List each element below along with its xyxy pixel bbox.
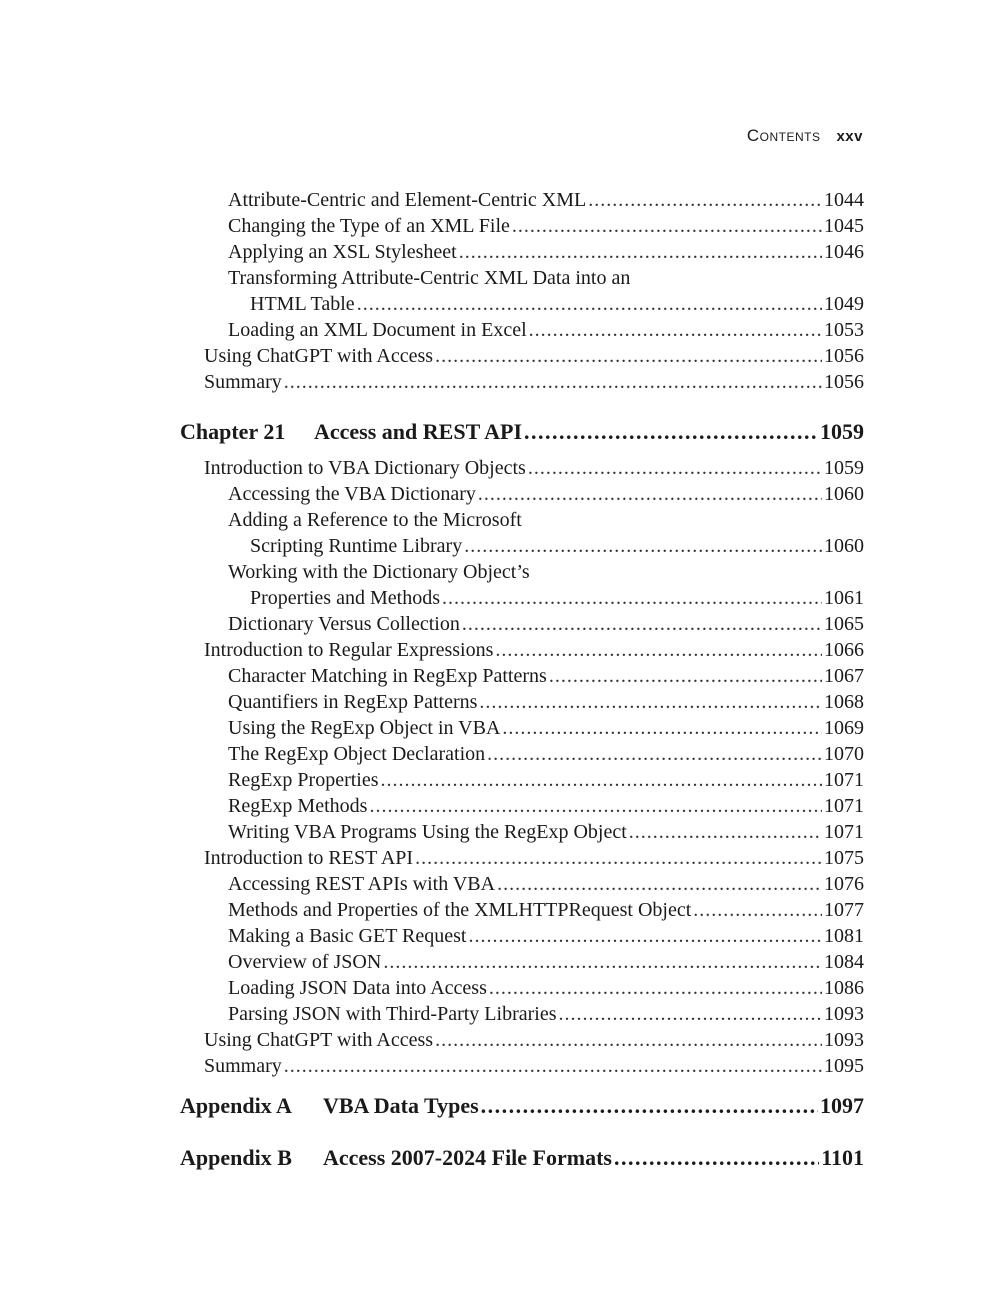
toc-section[interactable]: Introduction to REST API . . . 1075	[180, 845, 864, 871]
toc-entry[interactable]: Loading an XML Document in Excel . . . 1053	[180, 317, 864, 343]
toc-entry[interactable]: Making a Basic GET Request . . . 1081	[180, 923, 864, 949]
toc-section[interactable]: Summary . . . 1095	[180, 1053, 864, 1079]
toc-entry[interactable]: RegExp Methods . . . 1071	[180, 793, 864, 819]
toc-entry[interactable]: Quantifiers in RegExp Patterns . . . 1068	[180, 689, 864, 715]
toc-entry[interactable]: Parsing JSON with Third-Party Libraries . . . 1093	[180, 1001, 864, 1027]
toc-entry[interactable]: Properties and Methods . . . 1061	[180, 585, 864, 611]
toc-entry[interactable]: Accessing the VBA Dictionary . . . 1060	[180, 481, 864, 507]
toc-section[interactable]: Using ChatGPT with Access . . . 1093	[180, 1027, 864, 1053]
running-head-label: Contents	[746, 126, 821, 145]
toc-entry[interactable]: Dictionary Versus Collection . . . 1065	[180, 611, 864, 637]
toc-entry[interactable]: Changing the Type of an XML File . . . 1045	[180, 213, 864, 239]
appendix-b-heading[interactable]: Appendix B Access 2007-2024 File Formats . . . 1101	[180, 1143, 864, 1173]
toc-entry[interactable]: Writing VBA Programs Using the RegExp Object . . . 1071	[180, 819, 864, 845]
toc-entry-first-line[interactable]: Working with the Dictionary Object’s	[228, 561, 530, 583]
running-head	[747, 126, 863, 146]
appendix-a-heading[interactable]: Appendix A VBA Data Types . . . 1097	[180, 1091, 864, 1121]
toc-entry[interactable]: Accessing REST APIs with VBA . . . 1076	[180, 871, 864, 897]
toc-section[interactable]: Summary . . . 1056	[180, 369, 864, 395]
toc-entry[interactable]: HTML Table . . . 1049	[180, 291, 864, 317]
chapter-21-heading[interactable]: Chapter 21 Access and REST API . . . 1059	[180, 417, 864, 447]
toc-entry[interactable]: Attribute-Centric and Element-Centric XML . . . 1044	[180, 187, 864, 213]
toc-entry[interactable]: RegExp Properties . . . 1071	[180, 767, 864, 793]
toc-entry[interactable]: Applying an XSL Stylesheet . . . 1046	[180, 239, 864, 265]
toc-entry[interactable]: Overview of JSON . . . 1084	[180, 949, 864, 975]
toc-entry[interactable]: Loading JSON Data into Access . . . 1086	[180, 975, 864, 1001]
running-head-page-number: xxv	[836, 128, 863, 145]
toc-entry[interactable]: Using the RegExp Object in VBA . . . 1069	[180, 715, 864, 741]
toc-section[interactable]: Introduction to Regular Expressions . . . 1066	[180, 637, 864, 663]
toc-entry[interactable]: Methods and Properties of the XMLHTTPRequest Object . . . 1077	[180, 897, 864, 923]
toc-entry[interactable]: Character Matching in RegExp Patterns . . . 1067	[180, 663, 864, 689]
toc-section[interactable]: Using ChatGPT with Access . . . 1056	[180, 343, 864, 369]
toc-entry[interactable]: The RegExp Object Declaration . . . 1070	[180, 741, 864, 767]
table-of-contents	[180, 187, 864, 1173]
toc-section[interactable]: Introduction to VBA Dictionary Objects . . . 1059	[180, 455, 864, 481]
toc-entry[interactable]: Scripting Runtime Library . . . 1060	[180, 533, 864, 559]
toc-entry-first-line[interactable]: Adding a Reference to the Microsoft	[228, 509, 522, 531]
toc-entry-first-line[interactable]: Transforming Attribute-Centric XML Data into an	[228, 267, 631, 289]
